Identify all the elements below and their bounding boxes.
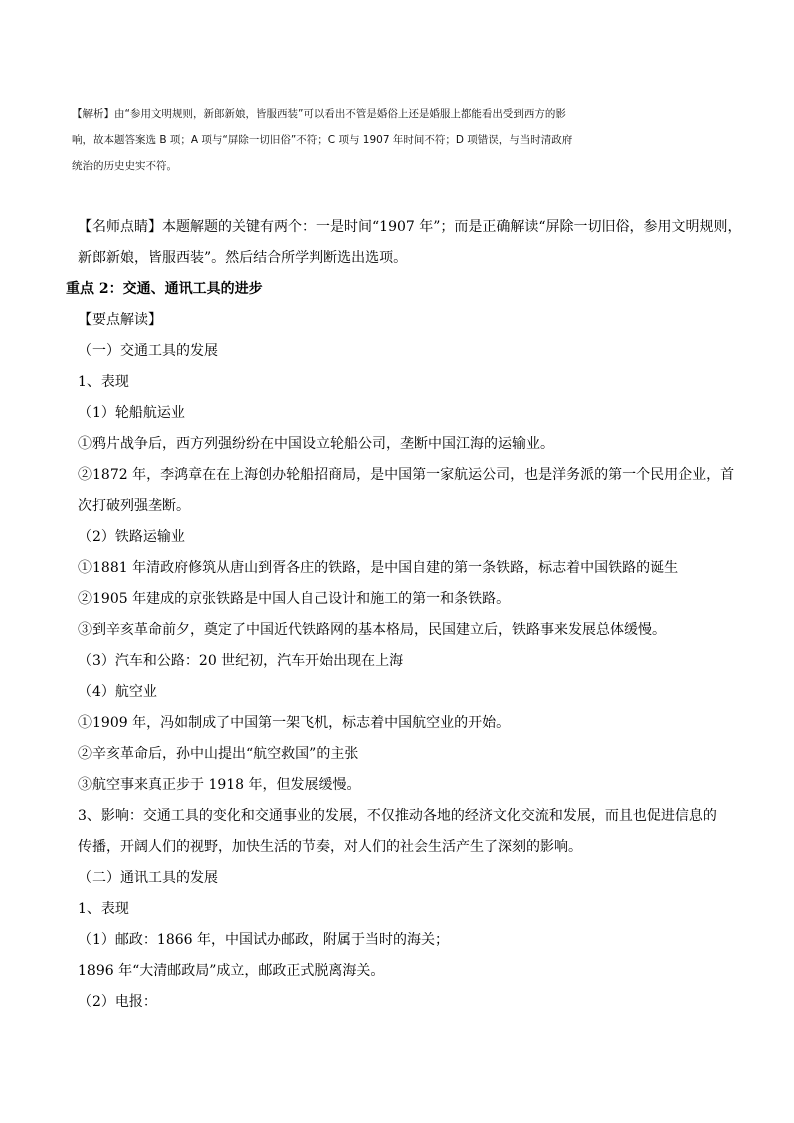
analysis-line: 响，故本题答案选 B 项；A 项与“屏除一切旧俗”不符；C 项与 1907 年时间不符；D 项错误，与当时清政府 [72,134,573,146]
section-heading: 重点 2：交通、通讯工具的进步 [66,281,263,297]
transport-title: （一）交通工具的发展 [78,343,218,359]
paragraph: （4）航空业 [78,684,157,700]
paragraph: ③航空事来真正步于 1918 年，但发展缓慢。 [78,777,361,793]
paragraph: （3）汽车和公路：20 世纪初，汽车开始出现在上海 [78,653,404,669]
paragraph: ②辛亥革命后，孙中山提出“航空救国”的主张 [78,746,359,762]
paragraph: ②1872 年，李鸿章在在上海创办轮船招商局，是中国第一家航运公司，也是洋务派的第一个民用企业，首 [78,467,735,483]
paragraph: 1、表现 [78,901,129,917]
analysis-line: 统治的历史史实不符。 [72,160,177,172]
paragraph: （2）铁路运输业 [78,529,185,545]
paragraph: 1896 年“大清邮政局”成立，邮政正式脱离海关。 [78,963,385,979]
paragraph: 1、表现 [78,374,129,390]
paragraph: ②1905 年建成的京张铁路是中国人自己设计和施工的第一和条铁路。 [78,591,511,607]
paragraph: ①鸦片战争后，西方列强纷纷在中国设立轮船公司，垄断中国江海的运输业。 [78,436,554,452]
paragraph: 传播，开阔人们的视野，加快生活的节奏，对人们的社会生活产生了深刻的影响。 [78,839,582,855]
paragraph: （2）电报： [78,994,157,1010]
paragraph: 3、影响：交通工具的变化和交通事业的发展，不仅推动各地的经济文化交流和发展，而且也促进信息的 [78,808,717,824]
paragraph: ①1909 年，冯如制成了中国第一架飞机，标志着中国航空业的开始。 [78,715,511,731]
paragraph: ③到辛亥革命前夕，奠定了中国近代铁路网的基本格局，民国建立后，铁路事来发展总体缓慢。 [78,622,666,638]
communication-title: （二）通讯工具的发展 [78,870,218,886]
analysis-block [72,101,592,179]
teacher-note-line: 新郎新娘，皆服西装”。然后结合所学判断选出选项。 [78,250,408,266]
analysis-line: 【解析】由“参用文明规则，新郎新娘，皆服西装”可以看出不管是婚俗上还是婚服上都能看出受到西方的影 [72,108,566,120]
paragraph: （1）轮船航运业 [78,405,185,421]
key-points-label: 【要点解读】 [78,312,162,328]
paragraph: 次打破列强垄断。 [78,498,190,514]
paragraph: （1）邮政：1866 年，中国试办邮政，附属于当时的海关； [78,932,449,948]
paragraph: ①1881 年清政府修筑从唐山到胥各庄的铁路，是中国自建的第一条铁路，标志着中国铁路的诞生 [78,560,679,576]
main-body [66,212,742,1018]
teacher-note-line: 【名师点睛】本题解题的关键有两个：一是时间“1907 年”；而是正确解读“屏除一切旧俗，参用文明规则， [78,219,742,235]
